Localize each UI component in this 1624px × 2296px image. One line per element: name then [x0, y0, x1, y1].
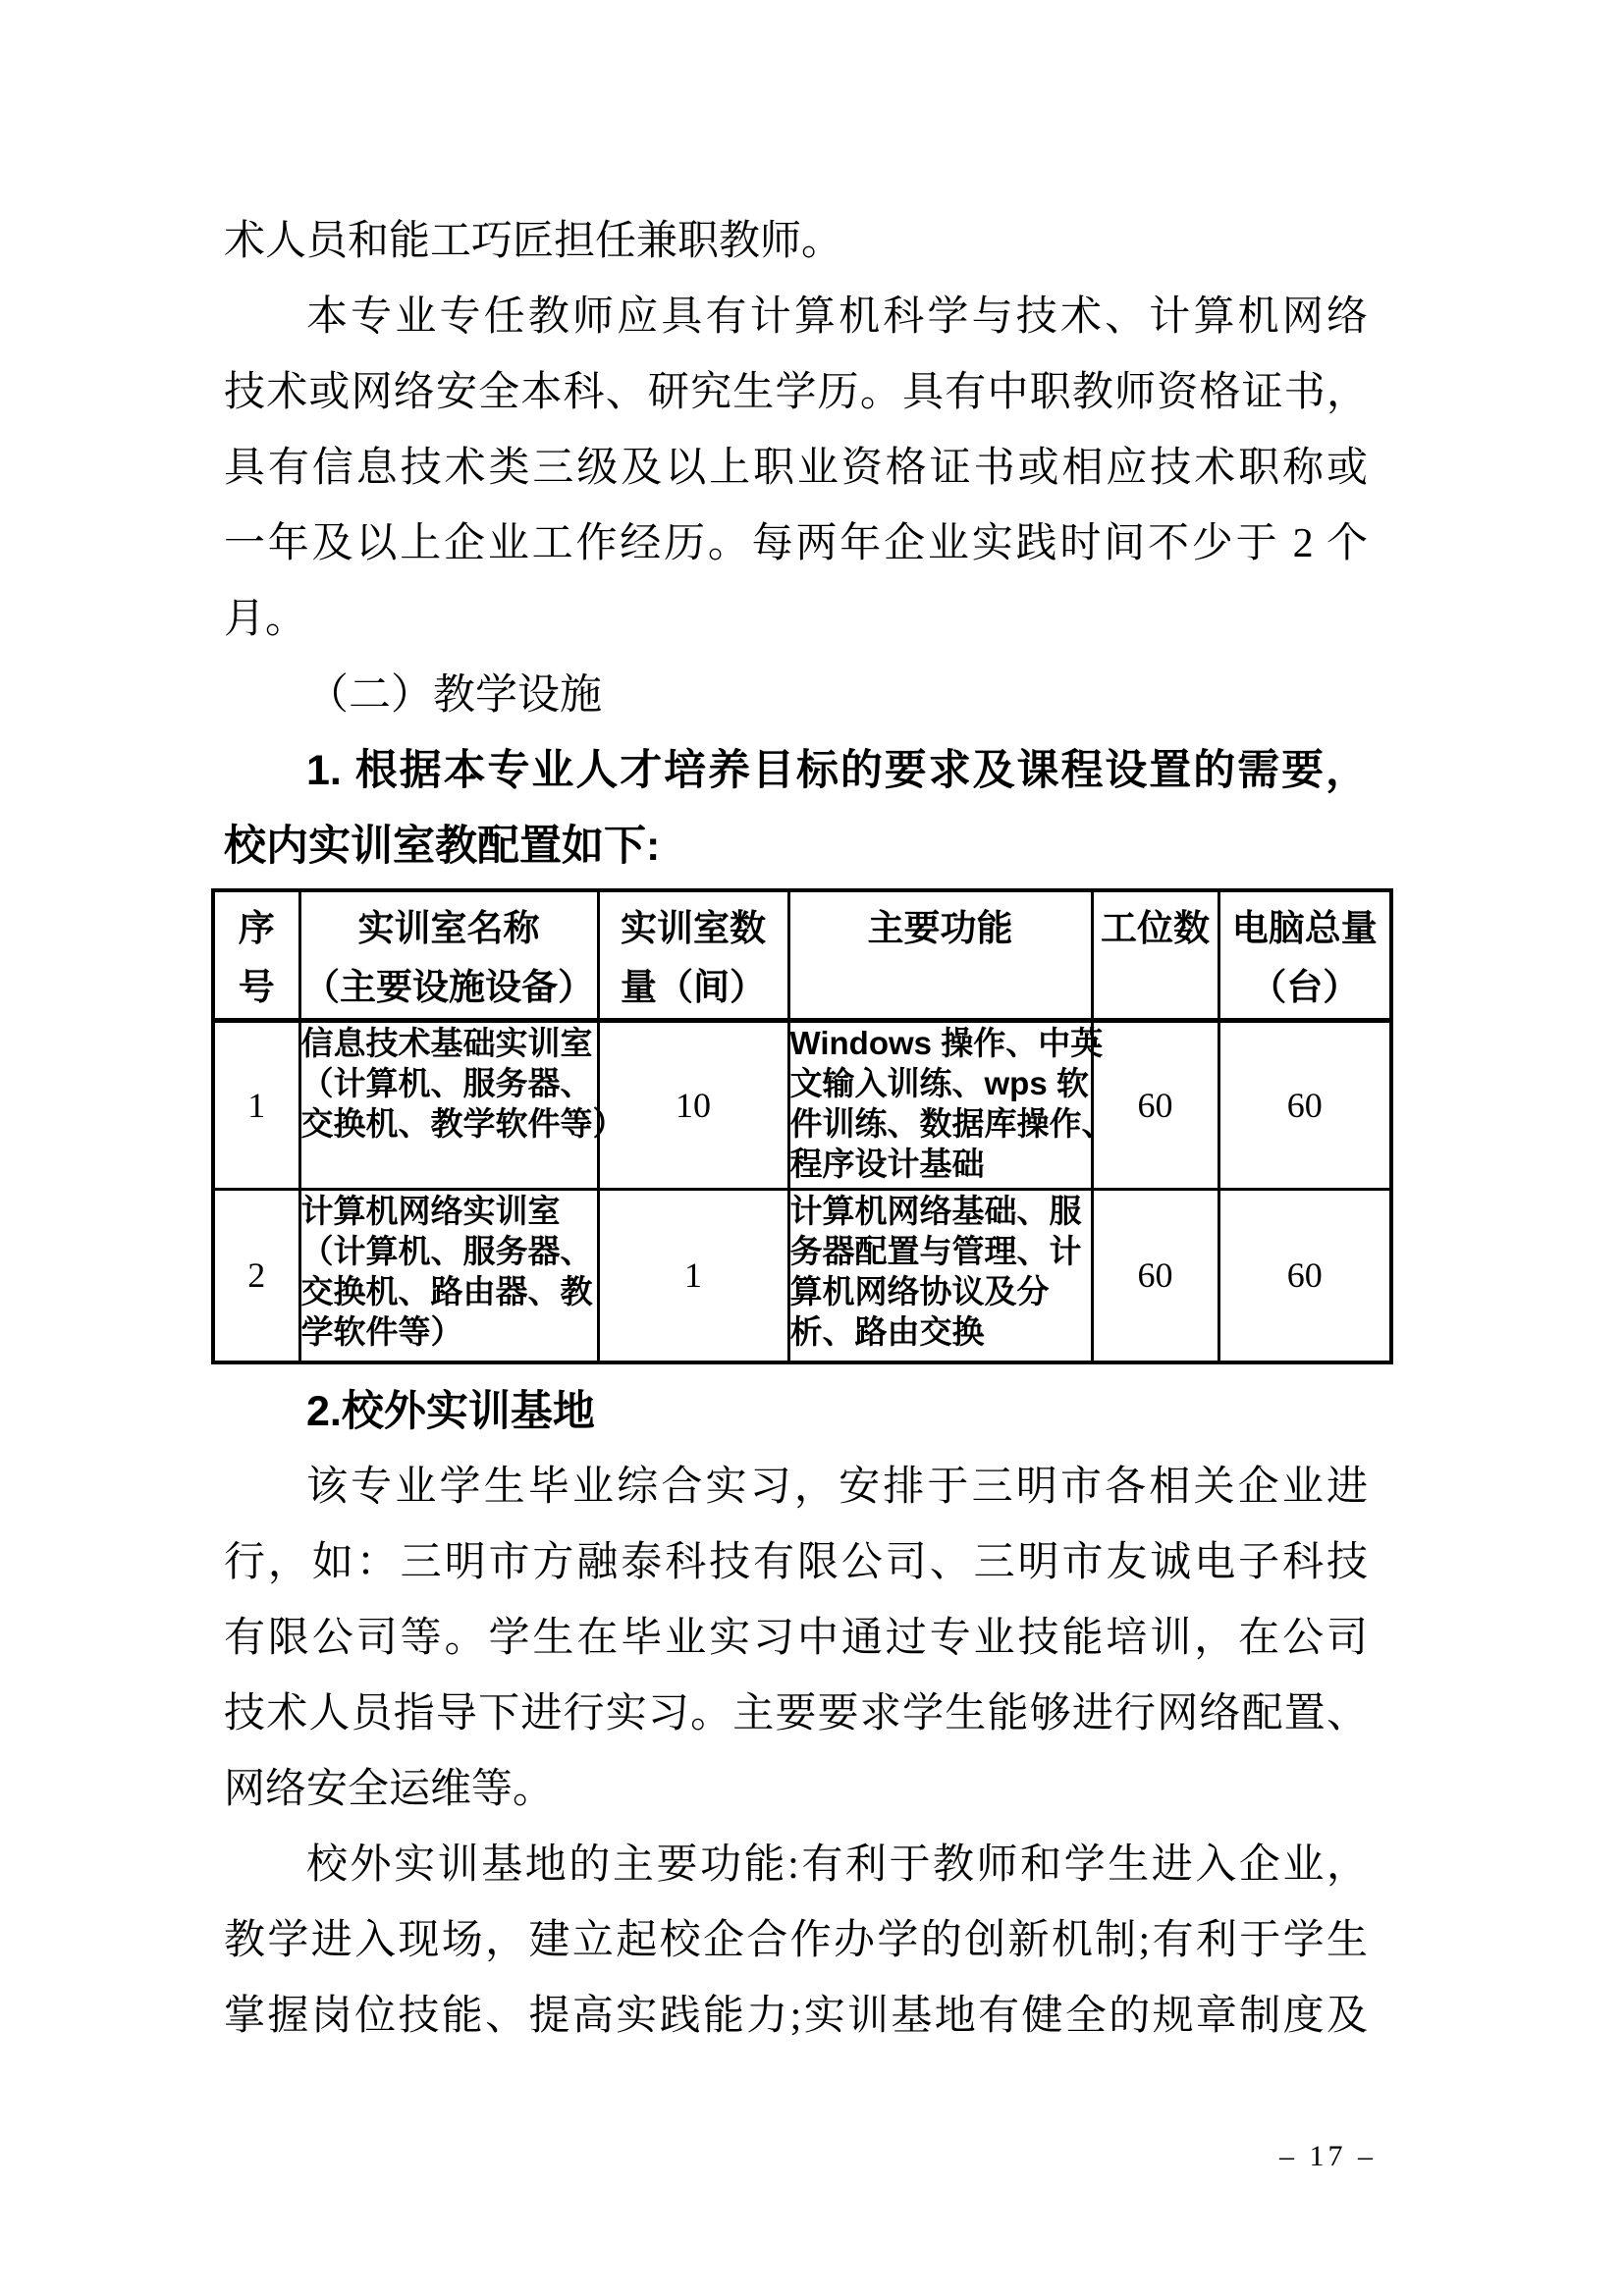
col-header-room-count: 实训室数 量（间）: [598, 890, 788, 1021]
document-content: [224, 204, 1378, 2055]
paragraph-line: 一年及以上企业工作经历。每两年企业实践时间不少于 2 个: [224, 521, 1368, 566]
cell-room-count: 1: [598, 1190, 788, 1362]
cell-room-name: 计算机网络实训室 （计算机、服务器、 交换机、路由器、教 学软件等）: [299, 1190, 598, 1362]
paragraph-line: 本专业专任教师应具有计算机科学与技术、计算机网络: [306, 294, 1368, 340]
numbered-heading-line: 1. 根据本专业人才培养目标的要求及课程设置的需要，: [306, 747, 1368, 794]
paragraph-line: 该专业学生毕业综合实习，安排于三明市各相关企业进: [306, 1464, 1368, 1510]
cell-workstations: 60: [1092, 1190, 1218, 1362]
cell-main-functions: 计算机网络基础、服 务器配置与管理、计 算机网络协议及分 析、路由交换: [788, 1190, 1092, 1362]
cell-room-name: 信息技术基础实训室 （计算机、服务器、 交换机、教学软件等）: [299, 1021, 598, 1190]
paragraph-continuation-line: 术人员和能工巧匠担任兼职教师。: [224, 219, 843, 264]
col-header-room-name: 实训室名称 （主要设施设备）: [299, 890, 598, 1021]
cell-computers: 60: [1218, 1021, 1391, 1190]
numbered-heading-line: 校内实训室教配置如下:: [224, 823, 661, 870]
paragraph-line: 行，如：三明市方融泰科技有限公司、三明市友诚电子科技: [224, 1539, 1368, 1585]
page-number: – 17 –: [1279, 2140, 1377, 2172]
col-header-workstations: 工位数: [1092, 890, 1218, 1021]
cell-computers: 60: [1218, 1190, 1391, 1362]
paragraph-line: 有限公司等。学生在毕业实习中通过专业技能培训，在公司: [224, 1615, 1368, 1661]
cell-workstations: 60: [1092, 1021, 1218, 1190]
numbered-heading: 2.校外实训基地: [306, 1387, 595, 1435]
cell-index: 1: [213, 1021, 299, 1190]
cell-main-functions: Windows 操作、中英 文输入训练、wps 软 件训练、数据库操作、 程序设计基础: [788, 1021, 1092, 1190]
table-row: [213, 1021, 1391, 1190]
cell-index: 2: [213, 1190, 299, 1362]
section-heading: （二）教学设施: [306, 672, 602, 719]
paragraph-line: 技术人员指导下进行实习。主要要求学生能够进行网络配置、: [224, 1690, 1368, 1736]
paragraph-line: 校外实训基地的主要功能:有利于教师和学生进入企业，: [306, 1842, 1368, 1888]
training-rooms-table: [211, 888, 1393, 1364]
col-header-main-functions: 主要功能: [788, 890, 1092, 1021]
paragraph-line: 技术或网络安全本科、研究生学历。具有中职教师资格证书，: [224, 370, 1368, 415]
paragraph-last-line: 月。: [224, 597, 307, 642]
col-header-computers: 电脑总量 （台）: [1218, 890, 1391, 1021]
cell-room-count: 10: [598, 1021, 788, 1190]
paragraph-last-line: 网络安全运维等。: [224, 1766, 555, 1812]
paragraph-line: 具有信息技术类三级及以上职业资格证书或相应技术职称或: [224, 446, 1368, 491]
table-header-row: [213, 890, 1391, 1021]
paragraph-line: 教学进入现场，建立起校企合作办学的创新机制;有利于学生: [224, 1917, 1368, 1963]
table-row: [213, 1190, 1391, 1362]
paragraph-line: 掌握岗位技能、提高实践能力;实训基地有健全的规章制度及: [224, 1993, 1368, 2039]
col-header-index: 序 号: [213, 890, 299, 1021]
